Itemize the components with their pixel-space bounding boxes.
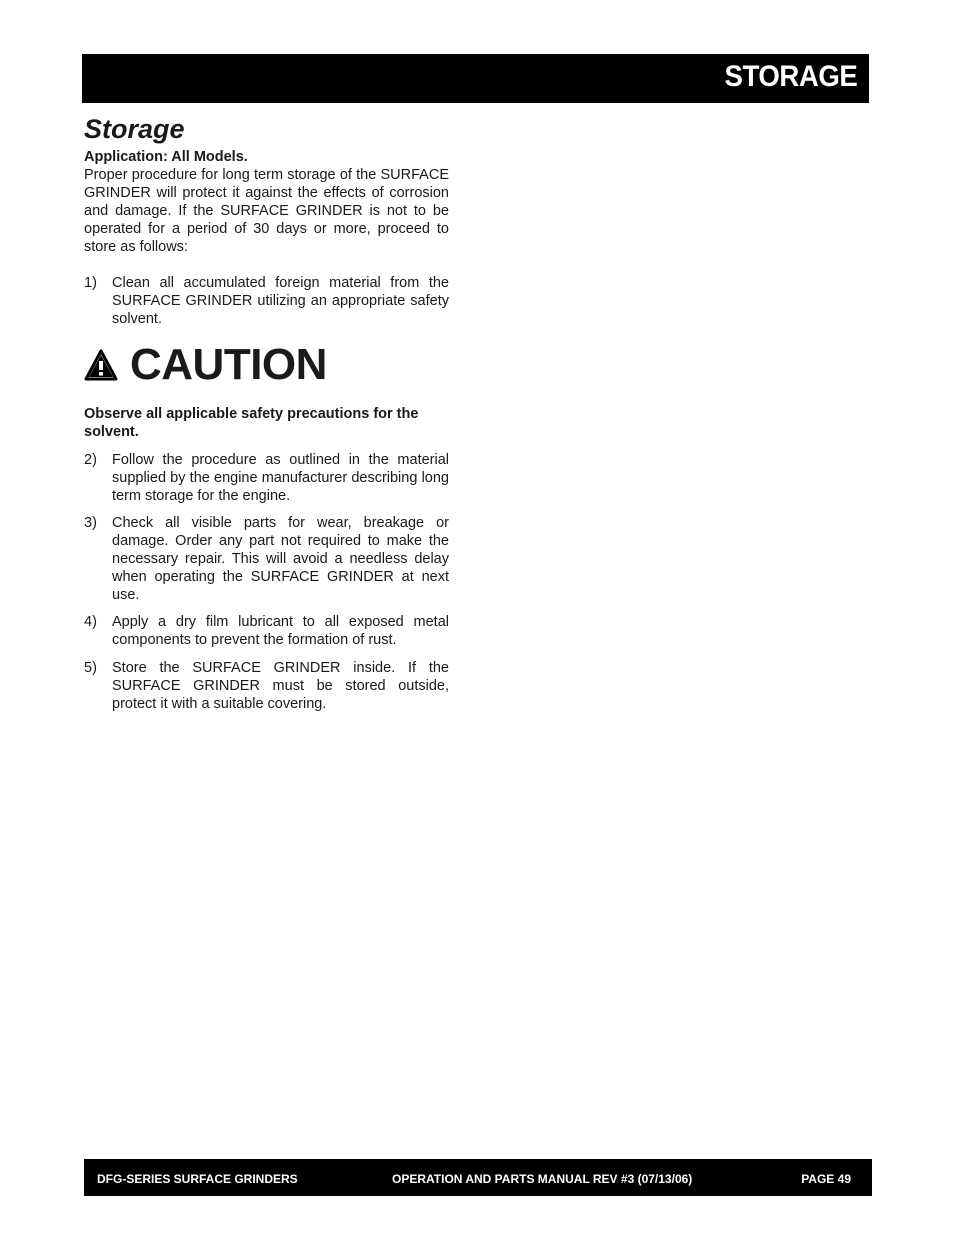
step-number: 1) <box>84 275 97 291</box>
warning-triangle-icon <box>84 349 118 381</box>
step-number: 5) <box>84 660 97 676</box>
page-header-bar <box>82 54 869 103</box>
step-text: Clean all accumulated foreign material from the SURFACE GRINDER utilizing an appropriate safety solvent. <box>112 275 449 327</box>
footer-manual-series: DFG-SERIES SURFACE GRINDERS <box>97 1172 298 1186</box>
step-number: 3) <box>84 515 97 531</box>
footer-page-number: PAGE 49 <box>801 1172 851 1186</box>
page-footer-bar <box>84 1159 872 1196</box>
caution-heading <box>84 342 449 388</box>
step-text: Store the SURFACE GRINDER inside. If the SURFACE GRINDER must be stored outside, protect it with a suitable covering. <box>112 660 449 712</box>
main-column <box>84 112 449 713</box>
intro-paragraph: Proper procedure for long term storage of the SURFACE GRINDER will protect it against the effects of corrosion and damage. If the SURFACE GRINDER is not to be operated for a period of 30 days or more, proceed to store as follows: <box>84 167 449 255</box>
header-title: STORAGE <box>724 60 857 93</box>
footer-manual-revision: OPERATION AND PARTS MANUAL REV #3 (07/13/06) <box>392 1172 693 1186</box>
step-item <box>84 659 449 713</box>
step-text: Apply a dry film lubricant to all exposed metal components to prevent the formation of rust. <box>112 614 449 648</box>
step-item <box>84 274 449 328</box>
caution-word: CAUTION <box>130 340 327 389</box>
step-item <box>84 451 449 505</box>
step-number: 2) <box>84 452 97 468</box>
step-number: 4) <box>84 614 97 630</box>
step-text: Follow the procedure as outlined in the material supplied by the engine manufacturer describing long term storage for the engine. <box>112 452 449 504</box>
step-text: Check all visible parts for wear, breakage or damage. Order any part not required to make the necessary repair. This will avoid a needless delay when operating the SURFACE GRINDER at next use. <box>112 515 449 603</box>
section-title: Storage <box>84 114 185 144</box>
step-item <box>84 514 449 604</box>
caution-note: Observe all applicable safety precautions for the solvent. <box>84 406 419 440</box>
step-item <box>84 613 449 649</box>
application-line: Application: All Models. <box>84 149 248 165</box>
